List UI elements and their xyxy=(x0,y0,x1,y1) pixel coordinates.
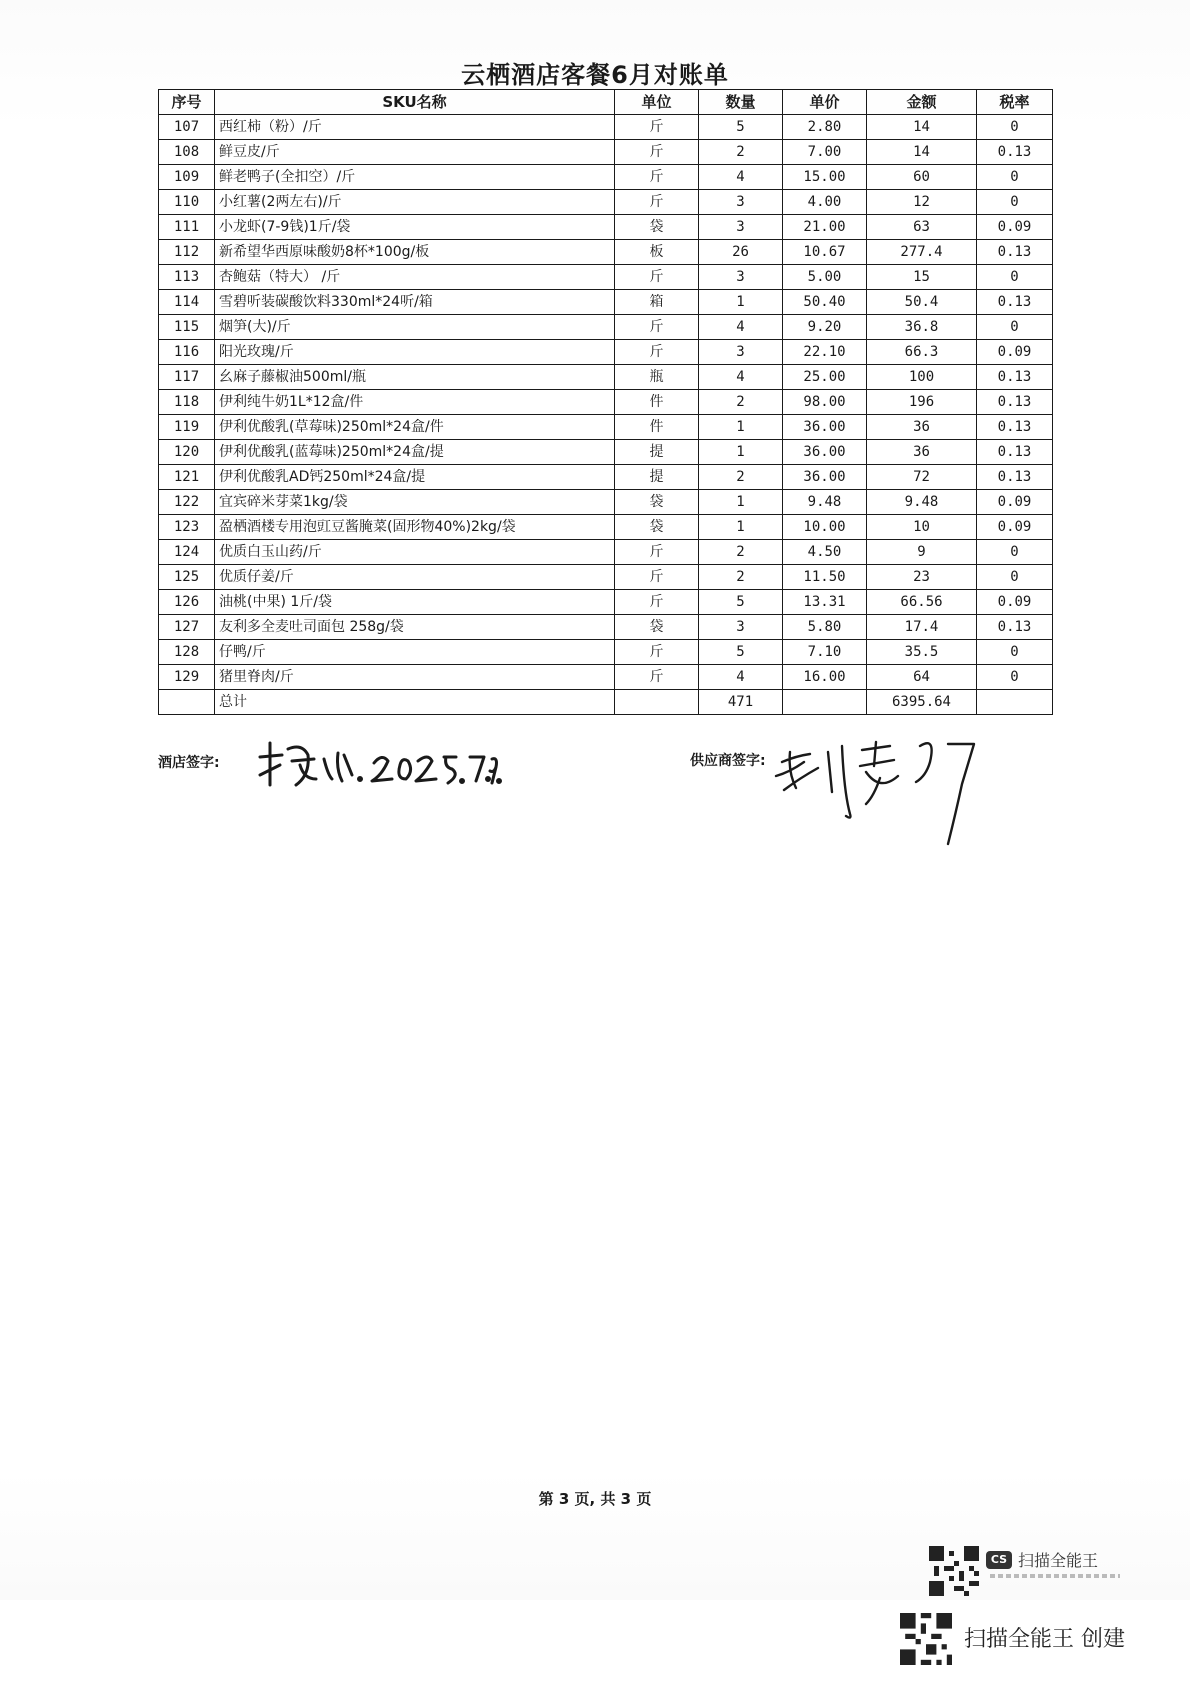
table-row xyxy=(159,490,1053,515)
amount-cell: 12 xyxy=(867,190,977,215)
col-header-no: 序号 xyxy=(159,90,215,115)
sku-name-cell: 阳光玫瑰/斤 xyxy=(215,340,615,365)
total-row xyxy=(159,690,1053,715)
sku-name-cell: 优质白玉山药/斤 xyxy=(215,540,615,565)
table-row xyxy=(159,290,1053,315)
tax-rate-cell: 0.13 xyxy=(977,240,1053,265)
amount-cell: 72 xyxy=(867,465,977,490)
row-number-cell: 123 xyxy=(159,515,215,540)
table-row xyxy=(159,615,1053,640)
quantity-cell: 3 xyxy=(699,190,783,215)
amount-cell: 23 xyxy=(867,565,977,590)
unit-cell: 箱 xyxy=(615,290,699,315)
quantity-cell: 2 xyxy=(699,465,783,490)
unit-cell: 斤 xyxy=(615,565,699,590)
unit-price-cell: 36.00 xyxy=(783,465,867,490)
tax-rate-cell: 0.13 xyxy=(977,390,1053,415)
sku-name-cell: 西红柿（粉）/斤 xyxy=(215,115,615,140)
row-number-cell: 113 xyxy=(159,265,215,290)
unit-price-cell: 36.00 xyxy=(783,415,867,440)
table-row xyxy=(159,315,1053,340)
hotel-signature-label: 酒店签字: xyxy=(158,755,220,771)
table-row xyxy=(159,165,1053,190)
quantity-cell: 5 xyxy=(699,640,783,665)
unit-price-cell: 16.00 xyxy=(783,665,867,690)
unit-cell: 斤 xyxy=(615,590,699,615)
tax-rate-cell: 0.13 xyxy=(977,415,1053,440)
amount-cell: 36 xyxy=(867,415,977,440)
row-number-cell: 118 xyxy=(159,390,215,415)
row-number-cell: 119 xyxy=(159,415,215,440)
col-header-unit-price: 单价 xyxy=(783,90,867,115)
unit-cell: 斤 xyxy=(615,340,699,365)
unit-price-cell: 15.00 xyxy=(783,165,867,190)
tax-rate-cell: 0.13 xyxy=(977,465,1053,490)
tax-rate-cell: 0.09 xyxy=(977,515,1053,540)
quantity-cell: 3 xyxy=(699,340,783,365)
tax-rate-cell: 0.09 xyxy=(977,590,1053,615)
amount-cell: 17.4 xyxy=(867,615,977,640)
unit-price-cell: 7.10 xyxy=(783,640,867,665)
sku-name-cell: 伊利优酸乳(蓝莓味)250ml*24盒/提 xyxy=(215,440,615,465)
total-amount: 6395.64 xyxy=(867,690,977,715)
unit-cell: 件 xyxy=(615,415,699,440)
col-header-amount: 金额 xyxy=(867,90,977,115)
table-row xyxy=(159,390,1053,415)
sku-name-cell: 优质仔姜/斤 xyxy=(215,565,615,590)
sku-name-cell: 友利多全麦吐司面包 258g/袋 xyxy=(215,615,615,640)
tax-rate-cell: 0.13 xyxy=(977,140,1053,165)
created-qr-code-icon xyxy=(900,1613,952,1665)
tax-rate-cell: 0 xyxy=(977,265,1053,290)
sku-name-cell: 鲜老鸭子(全扣空）/斤 xyxy=(215,165,615,190)
table-row xyxy=(159,365,1053,390)
sku-name-cell: 鲜豆皮/斤 xyxy=(215,140,615,165)
amount-cell: 100 xyxy=(867,365,977,390)
amount-cell: 15 xyxy=(867,265,977,290)
tax-rate-cell: 0.13 xyxy=(977,615,1053,640)
amount-cell: 36.8 xyxy=(867,315,977,340)
quantity-cell: 4 xyxy=(699,165,783,190)
amount-cell: 60 xyxy=(867,165,977,190)
sku-name-cell: 烟笋(大)/斤 xyxy=(215,315,615,340)
row-number-cell: 126 xyxy=(159,590,215,615)
tax-rate-cell: 0.09 xyxy=(977,215,1053,240)
amount-cell: 277.4 xyxy=(867,240,977,265)
unit-price-cell: 21.00 xyxy=(783,215,867,240)
table-row xyxy=(159,240,1053,265)
tax-rate-cell: 0 xyxy=(977,315,1053,340)
quantity-cell: 5 xyxy=(699,115,783,140)
sku-name-cell: 雪碧听装碳酸饮料330ml*24听/箱 xyxy=(215,290,615,315)
amount-cell: 66.56 xyxy=(867,590,977,615)
unit-price-cell: 5.80 xyxy=(783,615,867,640)
row-number-cell: 116 xyxy=(159,340,215,365)
col-header-sku-name: SKU名称 xyxy=(215,90,615,115)
unit-price-cell: 11.50 xyxy=(783,565,867,590)
total-price-cell xyxy=(783,690,867,715)
sku-name-cell: 小龙虾(7-9钱)1斤/袋 xyxy=(215,215,615,240)
sku-name-cell: 宜宾碎米芽菜1kg/袋 xyxy=(215,490,615,515)
amount-cell: 196 xyxy=(867,390,977,415)
amount-cell: 36 xyxy=(867,440,977,465)
quantity-cell: 3 xyxy=(699,265,783,290)
amount-cell: 66.3 xyxy=(867,340,977,365)
sku-name-cell: 仔鸭/斤 xyxy=(215,640,615,665)
tax-rate-cell: 0 xyxy=(977,565,1053,590)
quantity-cell: 3 xyxy=(699,215,783,240)
unit-price-cell: 36.00 xyxy=(783,440,867,465)
quantity-cell: 2 xyxy=(699,540,783,565)
quantity-cell: 2 xyxy=(699,390,783,415)
table-header-row xyxy=(159,90,1053,115)
tax-rate-cell: 0.13 xyxy=(977,365,1053,390)
table-row xyxy=(159,215,1053,240)
unit-cell: 斤 xyxy=(615,315,699,340)
tax-rate-cell: 0 xyxy=(977,190,1053,215)
tax-rate-cell: 0.13 xyxy=(977,440,1053,465)
unit-cell: 提 xyxy=(615,440,699,465)
row-number-cell: 117 xyxy=(159,365,215,390)
quantity-cell: 4 xyxy=(699,315,783,340)
tax-rate-cell: 0 xyxy=(977,540,1053,565)
sku-name-cell: 伊利优酸乳AD钙250ml*24盒/提 xyxy=(215,465,615,490)
unit-price-cell: 9.20 xyxy=(783,315,867,340)
quantity-cell: 2 xyxy=(699,140,783,165)
row-number-cell: 129 xyxy=(159,665,215,690)
table-row xyxy=(159,465,1053,490)
unit-cell: 瓶 xyxy=(615,365,699,390)
sku-name-cell: 杏鲍菇（特大） /斤 xyxy=(215,265,615,290)
amount-cell: 50.4 xyxy=(867,290,977,315)
unit-cell: 斤 xyxy=(615,140,699,165)
table-row xyxy=(159,340,1053,365)
row-number-cell: 124 xyxy=(159,540,215,565)
table-row xyxy=(159,590,1053,615)
unit-price-cell: 5.00 xyxy=(783,265,867,290)
reconciliation-table xyxy=(158,89,1053,715)
quantity-cell: 4 xyxy=(699,365,783,390)
supplier-signature xyxy=(770,732,1000,852)
tax-rate-cell: 0 xyxy=(977,115,1053,140)
scanner-logo-icon: CS xyxy=(986,1551,1012,1569)
unit-price-cell: 98.00 xyxy=(783,390,867,415)
unit-price-cell: 22.10 xyxy=(783,340,867,365)
quantity-cell: 1 xyxy=(699,290,783,315)
unit-price-cell: 4.00 xyxy=(783,190,867,215)
amount-cell: 63 xyxy=(867,215,977,240)
row-number-cell: 121 xyxy=(159,465,215,490)
unit-cell: 斤 xyxy=(615,190,699,215)
unit-price-cell: 10.67 xyxy=(783,240,867,265)
unit-cell: 斤 xyxy=(615,165,699,190)
total-tax-cell xyxy=(977,690,1053,715)
row-number-cell: 108 xyxy=(159,140,215,165)
row-number-cell: 109 xyxy=(159,165,215,190)
table-row xyxy=(159,640,1053,665)
amount-cell: 64 xyxy=(867,665,977,690)
total-no-cell xyxy=(159,690,215,715)
sku-name-cell: 伊利优酸乳(草莓味)250ml*24盒/件 xyxy=(215,415,615,440)
unit-price-cell: 7.00 xyxy=(783,140,867,165)
quantity-cell: 1 xyxy=(699,440,783,465)
table-row xyxy=(159,190,1053,215)
row-number-cell: 128 xyxy=(159,640,215,665)
unit-cell: 袋 xyxy=(615,515,699,540)
quantity-cell: 4 xyxy=(699,665,783,690)
row-number-cell: 122 xyxy=(159,490,215,515)
scanner-brand-label: 扫描全能王 xyxy=(1018,1551,1099,1570)
unit-cell: 件 xyxy=(615,390,699,415)
table-row xyxy=(159,265,1053,290)
unit-cell: 袋 xyxy=(615,490,699,515)
unit-price-cell: 13.31 xyxy=(783,590,867,615)
table-row xyxy=(159,440,1053,465)
quantity-cell: 2 xyxy=(699,565,783,590)
page-number: 第 3 页, 共 3 页 xyxy=(538,1490,652,1508)
row-number-cell: 112 xyxy=(159,240,215,265)
unit-cell: 斤 xyxy=(615,540,699,565)
unit-cell: 斤 xyxy=(615,665,699,690)
tax-rate-cell: 0.09 xyxy=(977,490,1053,515)
unit-cell: 斤 xyxy=(615,115,699,140)
row-number-cell: 127 xyxy=(159,615,215,640)
unit-cell: 板 xyxy=(615,240,699,265)
quantity-cell: 1 xyxy=(699,515,783,540)
sku-name-cell: 幺麻子藤椒油500ml/瓶 xyxy=(215,365,615,390)
table-row xyxy=(159,515,1053,540)
tax-rate-cell: 0.13 xyxy=(977,290,1053,315)
quantity-cell: 1 xyxy=(699,490,783,515)
tax-rate-cell: 0 xyxy=(977,665,1053,690)
unit-price-cell: 4.50 xyxy=(783,540,867,565)
unit-price-cell: 25.00 xyxy=(783,365,867,390)
amount-cell: 14 xyxy=(867,140,977,165)
table-row xyxy=(159,115,1053,140)
unit-cell: 袋 xyxy=(615,215,699,240)
unit-price-cell: 10.00 xyxy=(783,515,867,540)
row-number-cell: 120 xyxy=(159,440,215,465)
sku-name-cell: 伊利纯牛奶1L*12盒/件 xyxy=(215,390,615,415)
scanner-tagline-decoration xyxy=(990,1574,1120,1578)
unit-price-cell: 2.80 xyxy=(783,115,867,140)
total-quantity: 471 xyxy=(699,690,783,715)
scanner-qr-code-icon xyxy=(929,1546,979,1596)
table-row xyxy=(159,415,1053,440)
document-title: 云栖酒店客餐6月对账单 xyxy=(461,61,729,89)
sku-name-cell: 小红薯(2两左右)/斤 xyxy=(215,190,615,215)
total-label: 总计 xyxy=(215,690,615,715)
col-header-quantity: 数量 xyxy=(699,90,783,115)
row-number-cell: 115 xyxy=(159,315,215,340)
sku-name-cell: 盈栖酒楼专用泡豇豆酱腌菜(固形物40%)2kg/袋 xyxy=(215,515,615,540)
created-by-text: 扫描全能王 创建 xyxy=(964,1627,1125,1652)
row-number-cell: 111 xyxy=(159,215,215,240)
unit-cell: 提 xyxy=(615,465,699,490)
amount-cell: 9.48 xyxy=(867,490,977,515)
amount-cell: 35.5 xyxy=(867,640,977,665)
supplier-signature-label: 供应商签字: xyxy=(690,753,766,769)
table-row xyxy=(159,540,1053,565)
row-number-cell: 114 xyxy=(159,290,215,315)
quantity-cell: 26 xyxy=(699,240,783,265)
tax-rate-cell: 0 xyxy=(977,640,1053,665)
unit-price-cell: 9.48 xyxy=(783,490,867,515)
row-number-cell: 107 xyxy=(159,115,215,140)
quantity-cell: 1 xyxy=(699,415,783,440)
quantity-cell: 5 xyxy=(699,590,783,615)
row-number-cell: 125 xyxy=(159,565,215,590)
table-row xyxy=(159,140,1053,165)
table-row xyxy=(159,665,1053,690)
sku-name-cell: 新希望华西原味酸奶8杯*100g/板 xyxy=(215,240,615,265)
amount-cell: 10 xyxy=(867,515,977,540)
sku-name-cell: 猪里脊肉/斤 xyxy=(215,665,615,690)
amount-cell: 9 xyxy=(867,540,977,565)
tax-rate-cell: 0 xyxy=(977,165,1053,190)
col-header-unit: 单位 xyxy=(615,90,699,115)
col-header-tax-rate: 税率 xyxy=(977,90,1053,115)
unit-cell: 袋 xyxy=(615,615,699,640)
table-row xyxy=(159,565,1053,590)
row-number-cell: 110 xyxy=(159,190,215,215)
sku-name-cell: 油桃(中果) 1斤/袋 xyxy=(215,590,615,615)
unit-cell: 斤 xyxy=(615,640,699,665)
amount-cell: 14 xyxy=(867,115,977,140)
unit-cell: 斤 xyxy=(615,265,699,290)
hotel-signature xyxy=(252,735,502,795)
tax-rate-cell: 0.09 xyxy=(977,340,1053,365)
quantity-cell: 3 xyxy=(699,615,783,640)
total-unit-cell xyxy=(615,690,699,715)
unit-price-cell: 50.40 xyxy=(783,290,867,315)
